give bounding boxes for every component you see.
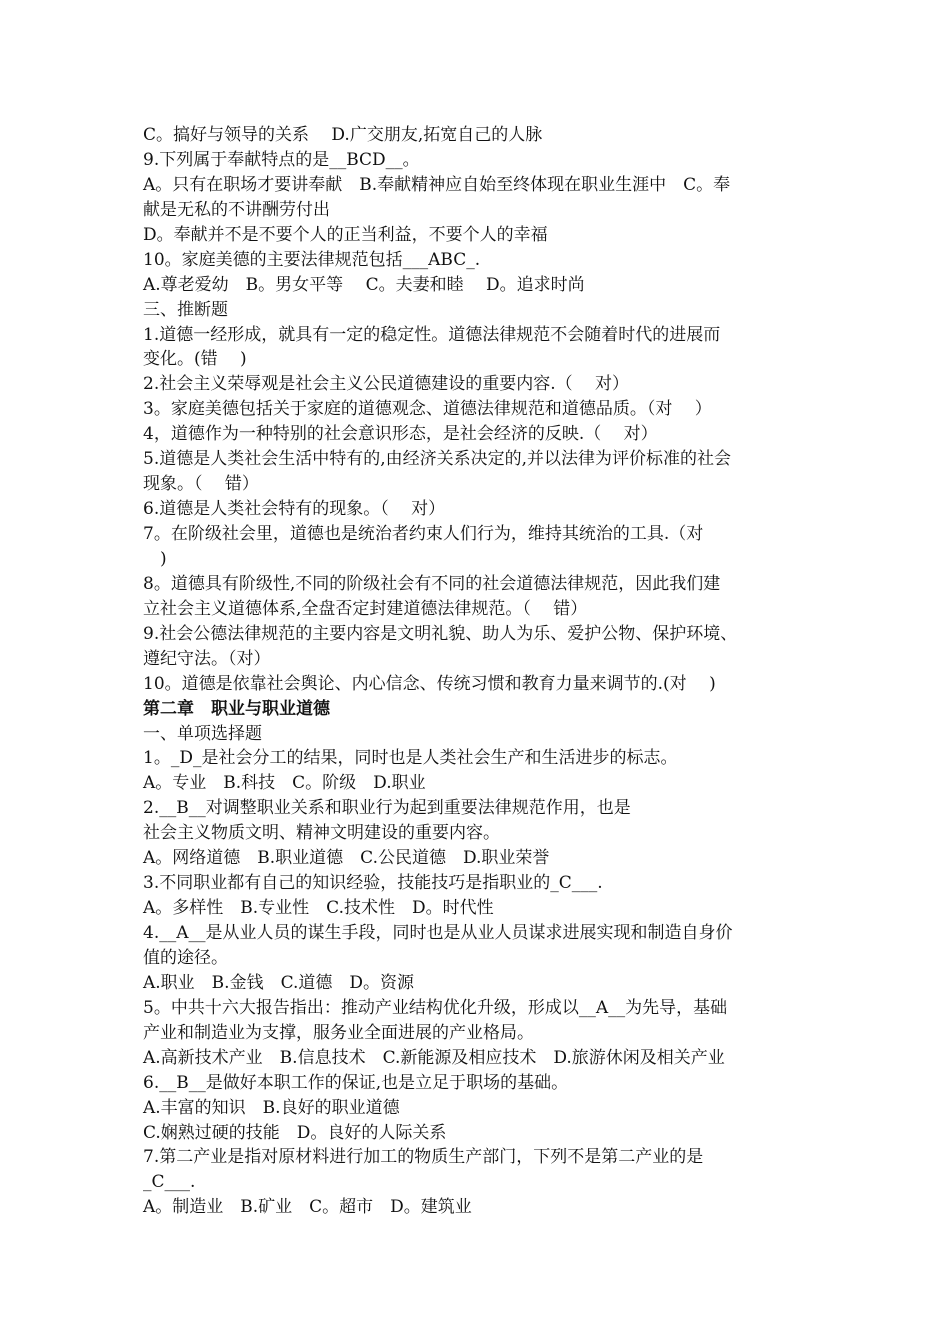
text-line: 7。在阶级社会里，道德也是统治者约束人们行为，维持其统治的工具.（对 xyxy=(143,524,704,544)
text-line: C.娴熟过硬的技能 D。良好的人际关系 xyxy=(143,1122,447,1143)
text-line: 一、单项选择题 xyxy=(143,723,262,744)
text-line: 9.下列属于奉献特点的是__BCD__。 xyxy=(143,149,420,170)
text-line: 2.__B__对调整职业关系和职业行为起到重要法律规范作用，也是 xyxy=(143,798,631,819)
text-line: 10。家庭美德的主要法律规范包括___ABC_. xyxy=(143,249,481,270)
text-line: 社会主义物质文明、精神文明建设的重要内容。 xyxy=(143,823,500,844)
text-line: 8。道德具有阶级性,不同的阶级社会有不同的社会道德法律规范，因此我们建 xyxy=(143,573,721,594)
text-line: 2.社会主义荣辱观是社会主义公民道德建设的重要内容.（ 对） xyxy=(143,374,630,395)
text-line: 1.道德一经形成，就具有一定的稳定性。道德法律规范不会随着时代的进展而 xyxy=(143,324,721,345)
text-line: A。专业 B.科技 C。阶级 D.职业 xyxy=(143,773,426,794)
text-line: 三、推断题 xyxy=(143,299,228,320)
text-line: A.高新技术产业 B.信息技术 C.新能源及相应技术 D.旅游休闲及相关产业 xyxy=(143,1047,725,1068)
text-line: A.丰富的知识 B.良好的职业道德 xyxy=(143,1097,400,1118)
text-line: ) xyxy=(143,548,167,569)
text-line: A。只有在职场才要讲奉献 B.奉献精神应自始至终体现在职业生涯中 C。奉 xyxy=(143,174,731,195)
chapter-heading: 第二章 职业与职业道德 xyxy=(143,698,330,719)
text-line: A.尊老爱幼 B。男女平等 C。夫妻和睦 D。追求时尚 xyxy=(143,274,585,295)
document-page xyxy=(143,123,813,1220)
text-line: 3.不同职业都有自己的知识经验，技能技巧是指职业的_C___. xyxy=(143,873,603,894)
text-line: 6.__B__是做好本职工作的保证,也是立足于职场的基础。 xyxy=(143,1072,569,1093)
text-line: 值的途径。 xyxy=(143,947,228,968)
text-line: 遵纪守法。（对） xyxy=(143,648,271,669)
text-line: 现象。（ 错） xyxy=(143,474,259,495)
text-line: 4，道德作为一种特别的社会意识形态，是社会经济的反映.（ 对） xyxy=(143,424,658,445)
text-line: 10。道德是依靠社会舆论、内心信念、传统习惯和教育力量来调节的.(对 ) xyxy=(143,673,716,694)
text-line: D。奉献并不是不要个人的正当利益，不要个人的幸福 xyxy=(143,224,548,245)
text-line: A。网络道德 B.职业道德 C.公民道德 D.职业荣誉 xyxy=(143,848,550,869)
text-line: 1。_D_是社会分工的结果，同时也是人类社会生产和生活进步的标志。 xyxy=(143,748,678,769)
text-line: 献是无私的不讲酬劳付出 xyxy=(143,199,330,220)
text-line: 产业和制造业为支撑，服务业全面进展的产业格局。 xyxy=(143,1022,534,1043)
text-line: 4.__A__是从业人员的谋生手段，同时也是从业人员谋求进展实现和制造自身价 xyxy=(143,923,733,943)
text-line: 6.道德是人类社会特有的现象。（ 对） xyxy=(143,499,446,520)
text-line: 9.社会公德法律规范的主要内容是文明礼貌、助人为乐、爱护公物、保护环境、 xyxy=(143,623,738,644)
text-line: A。多样性 B.专业性 C.技术性 D。时代性 xyxy=(143,898,494,919)
text-line: 立社会主义道德体系,全盘否定封建道德法律规范。（ 错） xyxy=(143,598,588,619)
text-line: A.职业 B.金钱 C.道德 D。资源 xyxy=(143,972,415,993)
text-line: 5.道德是人类社会生活中特有的,由经济关系决定的,并以法律为评价标准的社会 xyxy=(143,449,732,470)
text-line: 5。中共十六大报告指出：推动产业结构优化升级，形成以__A__为先导，基础 xyxy=(143,997,728,1018)
text-line: 3。家庭美德包括关于家庭的道德观念、道德法律规范和道德品质。（对 ） xyxy=(143,399,712,420)
text-line: _C___. xyxy=(143,1172,196,1193)
text-line: A。制造业 B.矿业 C。超市 D。建筑业 xyxy=(143,1197,472,1218)
text-line: 变化。(错 ) xyxy=(143,349,247,370)
text-line: 7.第二产业是指对原材料进行加工的物质生产部门，下列不是第二产业的是 xyxy=(143,1147,704,1168)
text-line: C。搞好与领导的关系 D.广交朋友,拓宽自己的人脉 xyxy=(143,125,543,145)
